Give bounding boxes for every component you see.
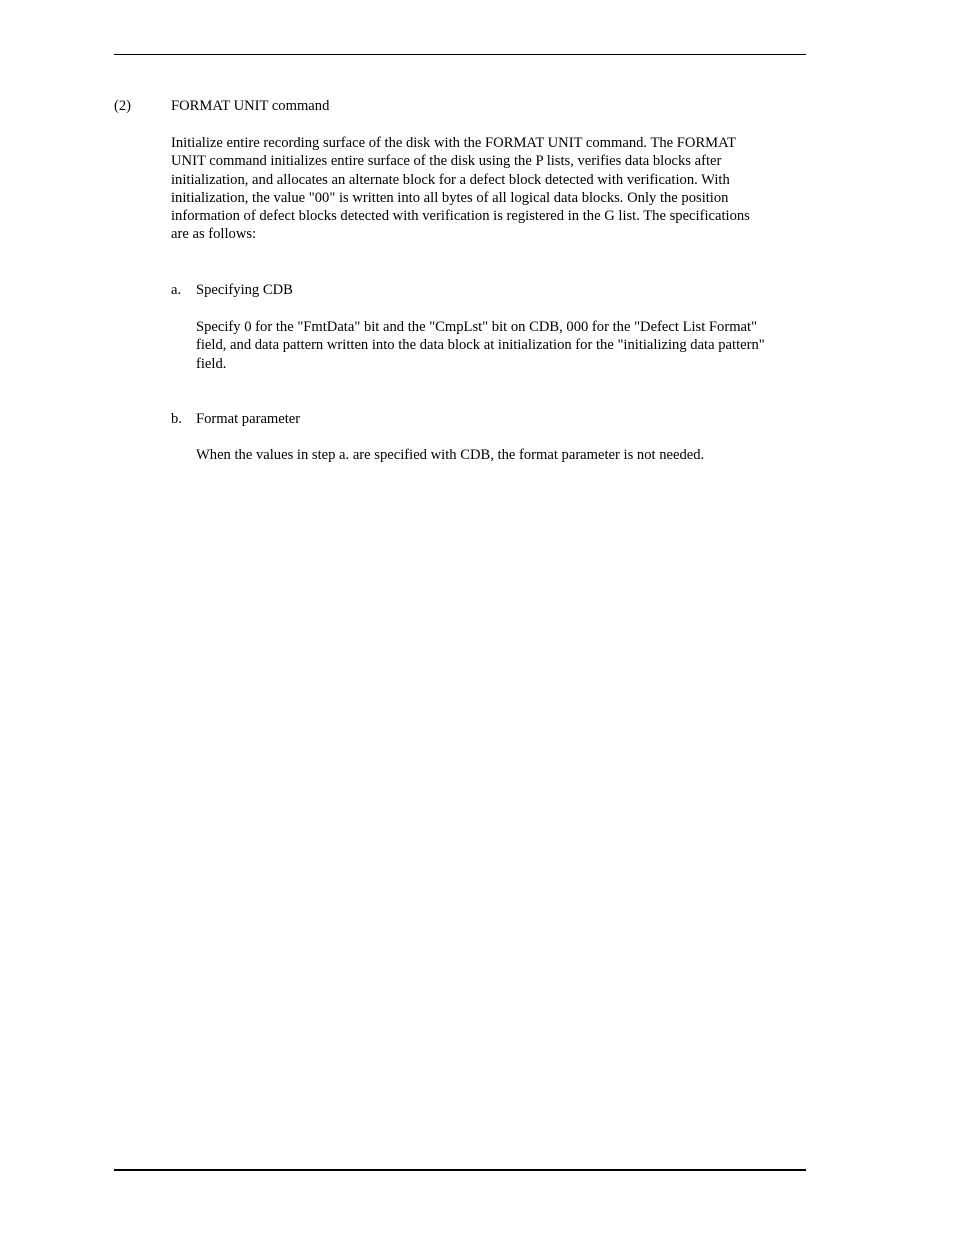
step-b-line: When the values in step a. are specified with CDB, the format parameter is not needed.: [196, 447, 705, 463]
section-title: FORMAT UNIT command: [171, 98, 330, 114]
step-a-line: field.: [196, 355, 227, 372]
step-b-paragraph: [196, 446, 808, 464]
intro-paragraph: [171, 134, 807, 244]
step-a-line: Specify 0 for the "FmtData" bit and the "CmpLst" bit on CDB, 000 for the "Defect List Format": [196, 319, 758, 335]
step-a-title: Specifying CDB: [196, 282, 293, 298]
step-a-line: field, and data pattern written into the data block at initialization for the "initializing data pattern": [196, 337, 765, 354]
intro-line: initialization, the value "00" is written into all bytes of all logical data blocks. Only the position: [171, 189, 729, 206]
intro-line: initialization, and allocates an alternate block for a defect block detected with verification. With: [171, 171, 730, 188]
step-a-letter: a.: [171, 282, 182, 298]
section-number: (2): [114, 98, 132, 114]
step-b-letter: b.: [171, 411, 182, 427]
intro-line: information of defect blocks detected with verification is registered in the G list. The specifications: [171, 208, 750, 225]
intro-line: Initialize entire recording surface of the disk with the FORMAT UNIT command. The FORMAT: [171, 135, 736, 151]
step-b-title: Format parameter: [196, 411, 301, 427]
intro-line: are as follows:: [171, 226, 257, 243]
intro-line: UNIT command initializes entire surface of the disk using the P lists, verifies data blocks after: [171, 153, 722, 170]
header-rule: [114, 54, 806, 55]
footer-rule: [114, 1169, 806, 1171]
step-a-paragraph: [196, 318, 808, 373]
